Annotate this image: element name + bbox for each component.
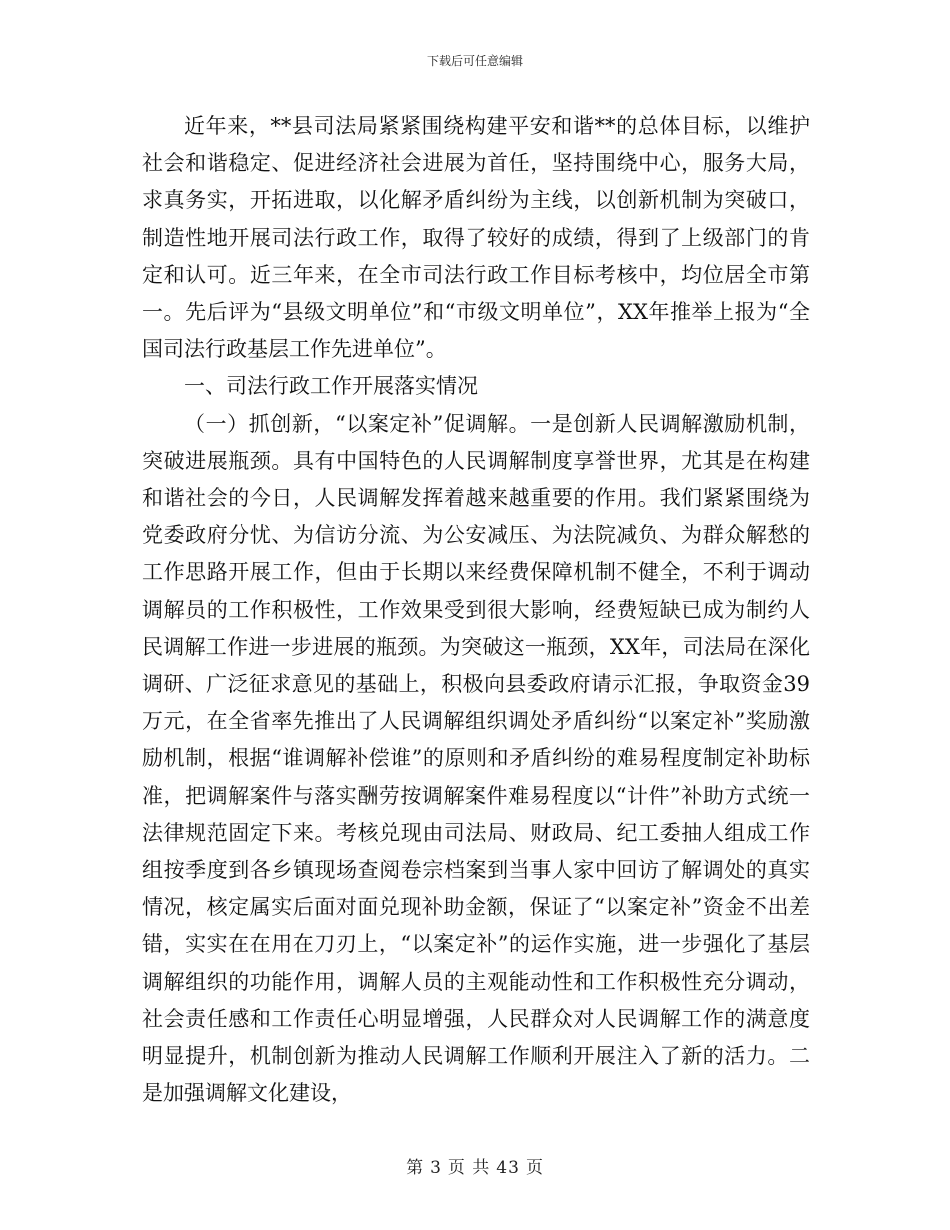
page-footer [0, 1153, 950, 1178]
subsection-paragraph: （一）抓创新，“以案定补”促调解。一是创新人民调解激励机制，突破进展瓶颈。具有中国特色的人民调解制度享誉世界，尤其是在构建和谐社会的今日，人民调解发挥着越来越重要的作用。我们紧紧围绕为党委政府分忧、为信访分流、为公安减压、为法院减负、为群众解愁的工作思路开展工作，但由于长期以来经费保障机制不健全，不利于调动调解员的工作积极性，工作效果受到很大影响，经费短缺已成为制约人民调解工作进一步进展的瓶颈。为突破这一瓶颈，XX年，司法局在深化调研、广泛征求意见的基础上，积极向县委政府请示汇报，争取资金39万元，在全省率先推出了人民调解组织调处矛盾纠纷“以案定补”奖励激励机制，根据“谁调解补偿谁”的原则和矛盾纠纷的难易程度制定补助标准，把调解案件与落实酬劳按调解案件难易程度以“计件”补助方式统一法律规范固定下来。考核兑现由司法局、财政局、纪工委抽人组成工作组按季度到各乡镇现场查阅卷宗档案到当事人家中回访了解调处的真实情况，核定属实后面对面兑现补助金额，保证了“以案定补”资金不出差错，实实在在用在刀刃上，“以案定补”的运作实施，进一步强化了基层调解组织的功能作用，调解人员的主观能动性和工作积极性充分调动，社会责任感和工作责任心明显增强，人民群众对人民调解工作的满意度明显提升，机制创新为推动人民调解工作顺利开展注入了新的活力。二是加强调解文化建设， [142, 411, 810, 1106]
footer-total-pages: 43 [496, 1158, 520, 1178]
footer-current-page: 3 [430, 1158, 442, 1178]
section-heading: 一、司法行政工作开展落实情况 [184, 374, 478, 399]
footer-suffix: 页 [525, 1158, 544, 1178]
document-body [142, 108, 810, 1112]
page-header: 下载后可任意编辑 [426, 54, 523, 68]
footer-middle: 页 共 [447, 1158, 491, 1178]
footer-prefix: 第 [406, 1158, 425, 1178]
intro-paragraph: 近年来，**县司法局紧紧围绕构建平安和谐**的总体目标，以维护社会和谐稳定、促进经济社会进展为首任，坚持围绕中心，服务大局，求真务实，开拓进取，以化解矛盾纠纷为主线，以创新机制为突破口，制造性地开展司法行政工作，取得了较好的成绩，得到了上级部门的肯定和认可。近三年来，在全市司法行政工作目标考核中，均位居全市第一。先后评为“县级文明单位”和“市级文明单位”，XX年推举上报为“全国司法行政基层工作先进单位”。 [142, 114, 810, 362]
